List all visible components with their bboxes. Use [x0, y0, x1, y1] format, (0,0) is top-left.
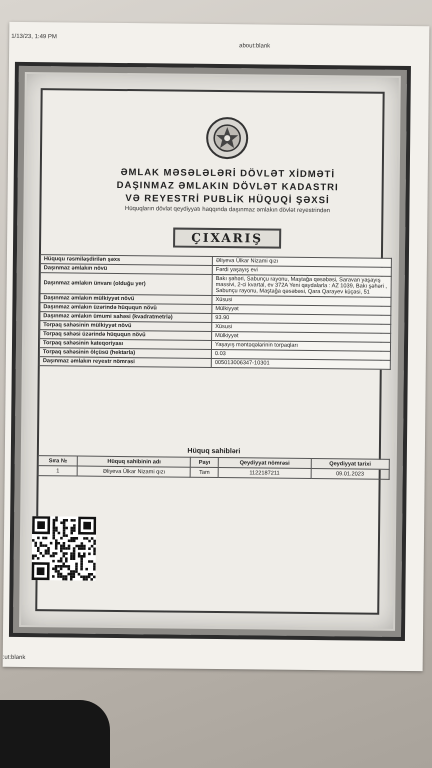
dark-cloth	[0, 700, 110, 768]
printed-sheet	[3, 22, 430, 671]
row-value: Yaşayış məntəqələrinin torpaqları	[211, 340, 390, 351]
header-subtitle: Hüquqların dövlət qeydiyyatı haqqında daşınmaz əmlakın dövlət reyestrindən	[124, 206, 331, 215]
row-label: Daşınmaz əmlakın mülkiyyət növü	[40, 294, 212, 305]
print-tab-label: about:blank	[239, 43, 271, 50]
row-value: Mülkiyyət	[212, 304, 391, 315]
row-label: Daşınmaz əmlakın ünvanı (olduğu yer)	[40, 273, 212, 296]
owners-table	[38, 455, 390, 480]
row-value: Fərdi yaşayış evi	[212, 265, 391, 276]
row-value: 0.03	[211, 349, 390, 360]
registration-number: 1122187211	[218, 468, 311, 479]
row-value: 005013006347-10301	[211, 358, 390, 369]
row-label: Torpaq sahəsinin ölçüsü (hektarla)	[39, 348, 211, 359]
column-header: Qeydiyyat tarixi	[311, 459, 390, 470]
owner-name: Əliyeva Ülkar Nizami qızı	[77, 466, 190, 477]
row-label: Hüququ rəsmiləşdirilən şəxs	[40, 255, 212, 266]
header-line-3: VƏ REYESTRİ PUBLİK HÜQUQİ ŞƏXSİ	[125, 193, 330, 207]
header-line-1: ƏMLAK MƏSƏLƏLƏRİ DÖVLƏT XİDMƏTİ	[120, 166, 336, 181]
row-label: Daşınmaz əmlakın növü	[40, 264, 212, 275]
header-line-2: DAŞINMAZ ƏMLAKIN DÖVLƏT KADASTRI	[116, 179, 339, 194]
row-label: Torpaq sahəsi üzərində hüququn növü	[40, 330, 212, 341]
registration-date: 09.01.2023	[311, 468, 390, 479]
column-header: Sıra №	[38, 456, 77, 466]
qr-code-icon	[32, 516, 97, 581]
column-header: Hüquq sahibinin adı	[77, 456, 190, 467]
row-label: Daşınmaz əmlakın ümumi sahəsi (kvadratmetrlə)	[40, 312, 212, 323]
row-value: Xüsusi	[212, 322, 391, 333]
row-value: Mülkiyyət	[212, 331, 391, 342]
property-info-table	[39, 254, 392, 370]
owners-section-title: Hüquq sahibləri	[187, 447, 241, 456]
print-footer: :ut:blank	[2, 654, 26, 662]
row-value: Əliyeva Ülkar Nizami qızı	[212, 256, 391, 267]
row-value: 93.90	[212, 313, 391, 324]
row-label: Torpaq sahəsinin kateqoriyası	[39, 339, 211, 350]
column-header: Qeydiyyat nömrəsi	[218, 458, 311, 469]
document-title: ÇIXARIŞ	[173, 228, 281, 249]
row-label: Daşınmaz əmlakın üzərində hüququn növü	[40, 303, 212, 314]
print-date: 1/13/23, 1:49 PM	[11, 33, 57, 41]
column-header: Payı	[191, 457, 219, 467]
row-value: Xüsusi	[212, 295, 391, 306]
state-emblem-icon	[205, 116, 249, 160]
row-label: Daşınmaz əmlakın reyestr nömrəsi	[39, 357, 211, 368]
row-label: Torpaq sahəsinin mülkiyyət növü	[40, 321, 212, 332]
owner-share: Tam	[190, 467, 218, 477]
row-value: Bakı şəhəri, Sabunçu rayonu, Maştağa qəsəbəsi, Saravan yaşayış massivi, 2-ci kvartal, ev 372A Yeni qaydalarla : AZ 1039, Bakı şəhəri , Sabunçu rayonu, Maştağa qəsəbəsi, Qara Qarayev küçəsi, 51	[212, 274, 391, 297]
owner-index: 1	[38, 466, 77, 476]
